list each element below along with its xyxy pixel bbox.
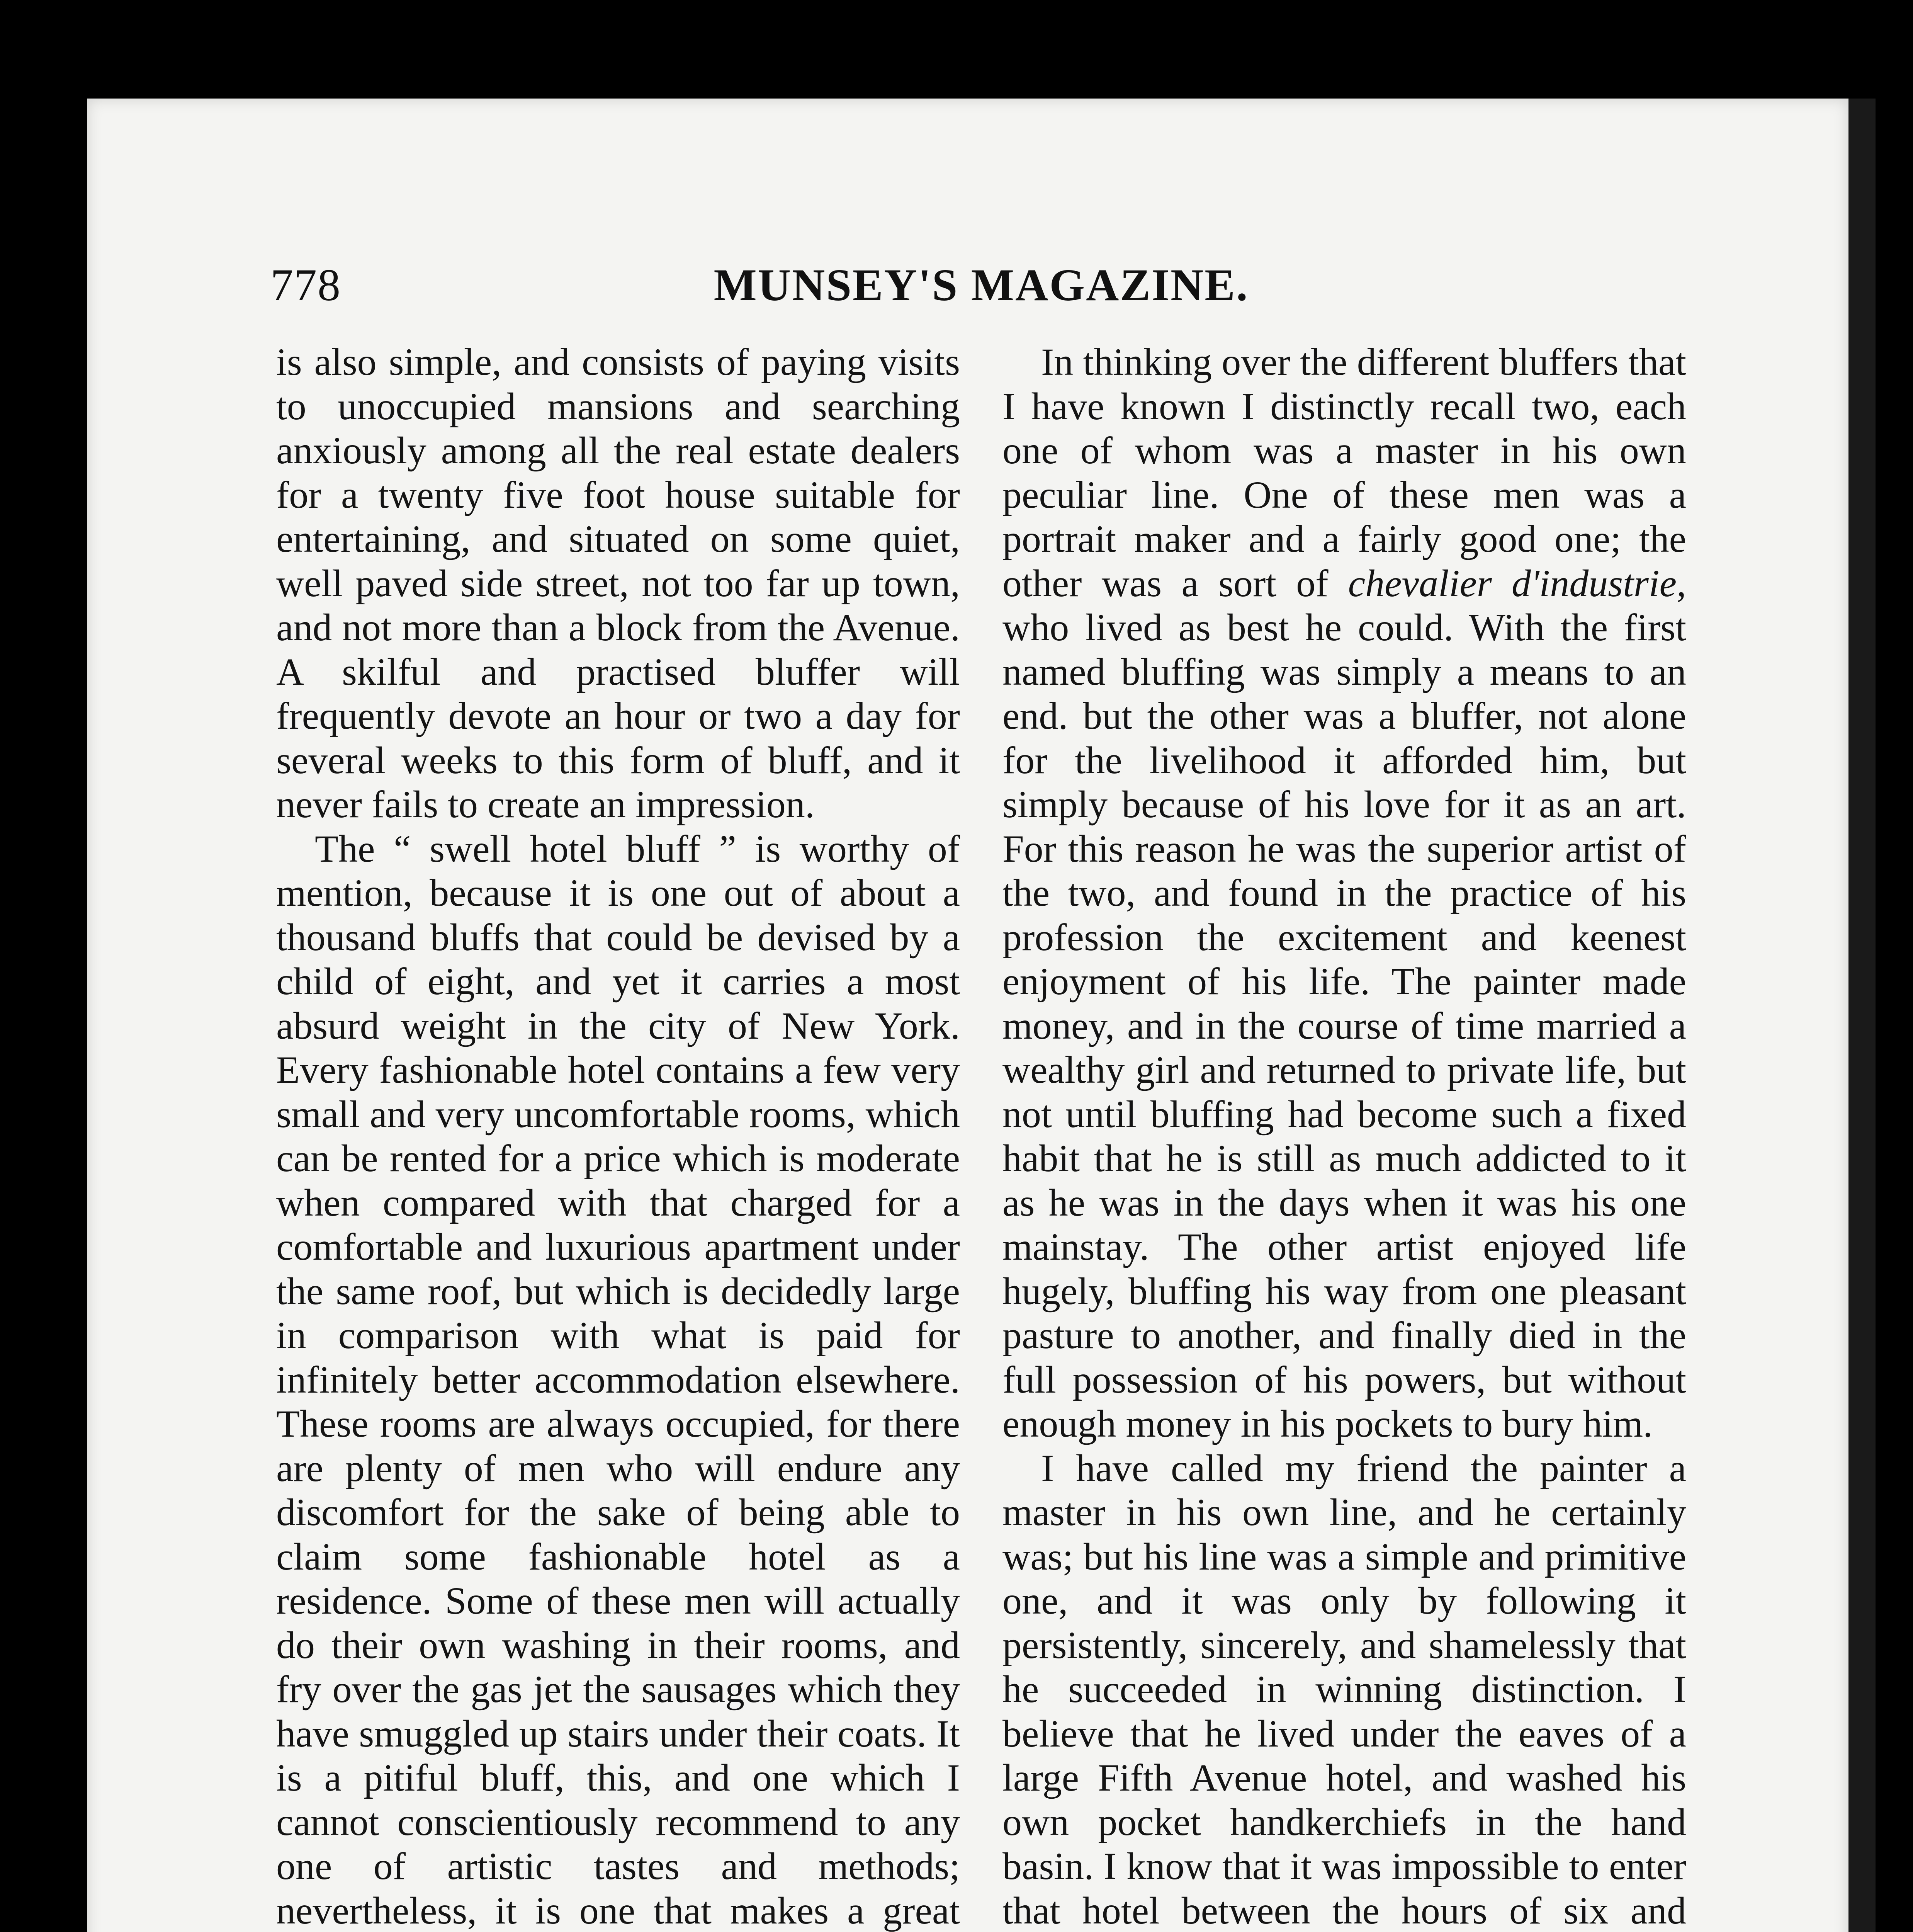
page-number: 778 — [270, 260, 341, 310]
paragraph-text: , who lived as best he could. With the first named bluffing was simply a means to an end. but the other was a bluffer, not alone for the livelihood it afforded him, but simply because of his love for it as an art. For this reason he was the superior artist of the two, and found in the practice of his profession the excitement and keenest enjoyment of his life. The painter made money, and in the course of time married a wealthy girl and returned to private life, but not until bluffing had become such a fixed habit that he is still as much addicted to it as he was in the days when it was his one mainstay. The other artist enjoyed life hugely, bluffing his way from one pleasant pasture to another, and finally died in the full possession of his powers, but without enough money in his pockets to bury him. — [1002, 561, 1686, 1445]
paragraph — [1002, 340, 1686, 1446]
italic-phrase: chevalier d'industrie — [1348, 561, 1677, 605]
page-header — [270, 259, 1692, 313]
paragraph: The “ swell hotel bluff ” is worthy of mention, because it is one out of about a thousand bluffs that could be devised by a child of eight, and yet it carries a most absurd weight in the city of New York. Every fashionable hotel contains a few very small and very uncomfortable rooms, which can be rented for a price which is moderate when compared with that charged for a comfortable and luxurious apartment under the same roof, but which is decidedly large in comparison with what is paid for infinitely better accommodation elsewhere. These rooms are always occupied, for there are plenty of men who will endure any discomfort for the sake of being able to claim some fashionable hotel as a residence. Some of these men will actually do their own washing in their rooms, and fry over the gas jet the sausages which they have smuggled up stairs under their coats. It is a pitiful bluff, this, and one which I cannot conscientiously recommend to any one of artistic tastes and methods; nevertheless, it is one that makes a great — [276, 827, 960, 1932]
paragraph: I have called my friend the painter a master in his own line, and he certainly was; but his line was a simple and primitive one, and it was only by following it persistently, sincerely, and shamelessly that he succeeded in winning distinction. I believe that he lived under the eaves of a large Fifth Avenue hotel, and washed his own pocket handkerchiefs in the hand basin. I know that it was impossible to enter that hotel between the hours of six and — [1002, 1446, 1686, 1932]
page-edge — [1848, 99, 1876, 1932]
right-column — [1002, 340, 1686, 1932]
paragraph-text: In thinking over the different bluffers that I have known I distinctly recall two, each one of whom was a master in his own peculiar line. One of these men was a portrait maker and a fairly good one; the other was a sort of — [1002, 340, 1686, 605]
paragraph: is also simple, and consists of paying visits to unoccupied mansions and searching anxiously among all the real estate dealers for a twenty five foot house suitable for entertaining, and situated on some quiet, well paved side street, not too far up town, and not more than a block from the Avenue. A skilful and practised bluffer will frequently devote an hour or two a day for several weeks to this form of bluff, and it never fails to create an impression. — [276, 340, 960, 826]
left-column — [276, 340, 960, 1932]
running-title: MUNSEY'S MAGAZINE. — [714, 260, 1249, 310]
